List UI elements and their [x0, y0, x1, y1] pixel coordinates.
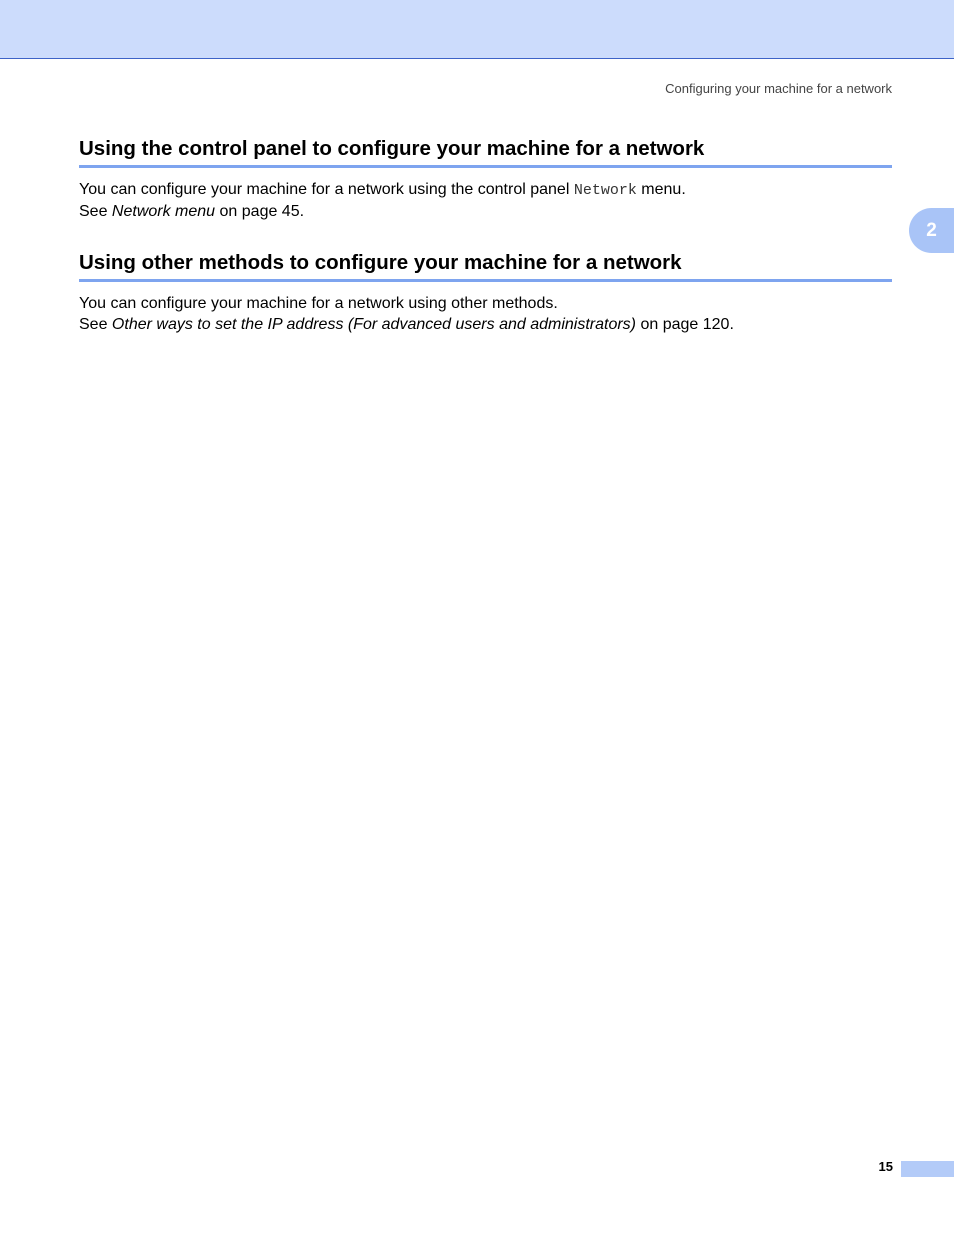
- section-body: [79, 293, 892, 335]
- cross-reference-link[interactable]: Network menu: [111, 203, 216, 220]
- body-line: [79, 179, 892, 201]
- body-text: See: [79, 316, 112, 333]
- body-line: [79, 201, 892, 222]
- cross-reference-link[interactable]: Other ways to set the IP address (For advanced users and administrators): [111, 316, 637, 333]
- body-text: You can configure your machine for a network using other methods.: [79, 295, 558, 312]
- section-control-panel: [79, 136, 892, 222]
- body-line: [79, 293, 892, 314]
- section-heading: Using the control panel to configure your machine for a network: [79, 136, 892, 168]
- body-text: on page 45.: [215, 203, 305, 220]
- section-body: [79, 179, 892, 222]
- page-number: 15: [878, 1159, 893, 1174]
- running-header: Configuring your machine for a network: [665, 81, 892, 96]
- section-other-methods: [79, 250, 892, 335]
- chapter-tab[interactable]: 2: [909, 208, 954, 253]
- menu-name-code: Network: [573, 182, 637, 199]
- body-text: menu.: [636, 181, 686, 198]
- page-number-bar: [901, 1161, 954, 1177]
- body-text: You can configure your machine for a network using the control panel: [79, 181, 574, 198]
- body-line: [79, 314, 892, 335]
- body-text: See: [79, 203, 112, 220]
- section-heading: Using other methods to configure your machine for a network: [79, 250, 892, 282]
- body-text: on page 120.: [636, 316, 734, 333]
- header-band: [0, 0, 954, 59]
